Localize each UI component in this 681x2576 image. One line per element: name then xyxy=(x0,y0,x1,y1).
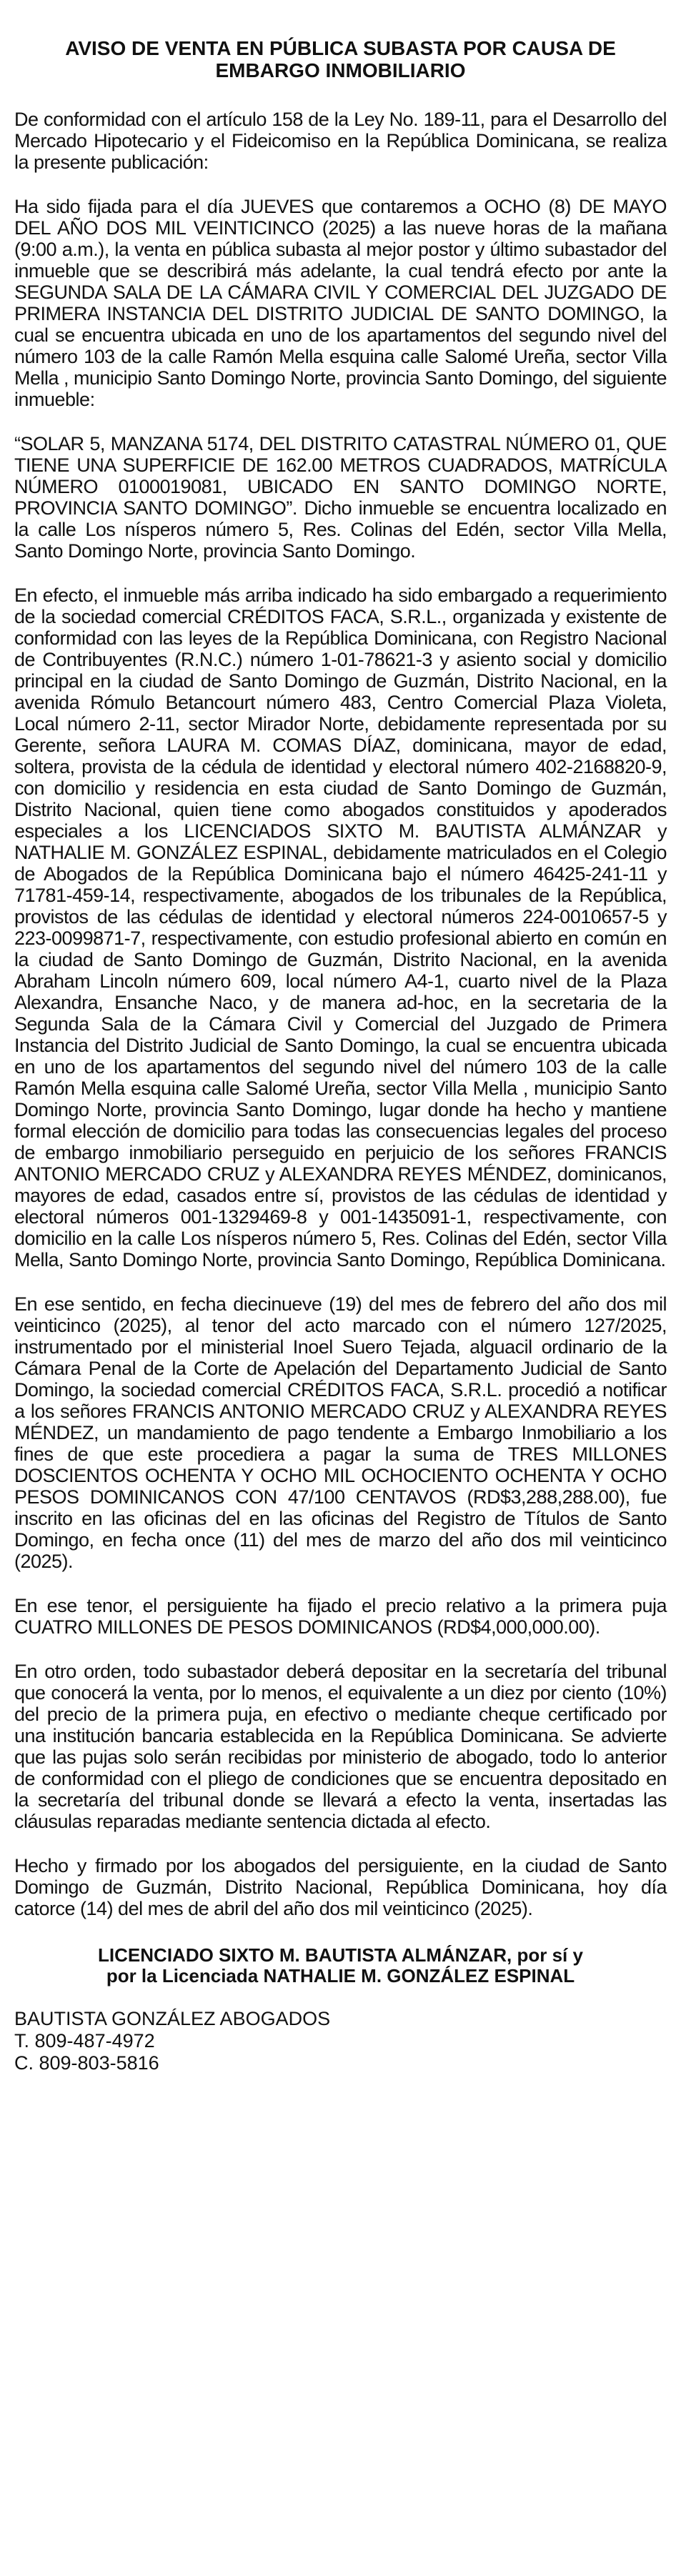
property-description-paragraph: “SOLAR 5, MANZANA 5174, DEL DISTRITO CATASTRAL NÚMERO 01, QUE TIENE UNA SUPERFICIE DE 162.00 METROS CUADRADOS, MATRÍCULA NÚMERO 0100019081, UBICADO EN SANTO DOMINGO NORTE, PROVINCIA SANTO DOMINGO”. Dicho inmueble se encuentra localizado en la calle Los nísperos número 5, Res. Colinas del Edén, sector Villa Mella, Santo Domingo Norte, provincia Santo Domingo. xyxy=(14,433,667,562)
notice-title xyxy=(14,37,667,81)
seizure-details-paragraph: En efecto, el inmueble más arriba indicado ha sido embargado a requerimiento de la sociedad comercial CRÉDITOS FACA, S.R.L., organizada y existente de conformidad con las leyes de la República Dominicana, con Registro Nacional de Contribuyentes (R.N.C.) número 1-01-78621-3 y asiento social y domicilio principal en la ciudad de Santo Domingo de Guzmán, Distrito Nacional, en la avenida Rómulo Betancourt número 483, Centro Comercial Plaza Violeta, Local número 2-11, sector Mirador Norte, debidamente representada por su Gerente, señora LAURA M. COMAS DÍAZ, dominicana, mayor de edad, soltera, provista de la cédula de identidad y electoral número 402-2168820-9, con domicilio y residencia en esta ciudad de Santo Domingo de Guzmán, Distrito Nacional, quien tiene como abogados constituidos y apoderados especiales a los LICENCIADOS SIXTO M. BAUTISTA ALMÁNZAR y NATHALIE M. GONZÁLEZ ESPINAL, debidamente matriculados en el Colegio de Abogados de la República Dominicana bajo el número 46425-241-11 y 71781-459-14, respectivamente, abogados de los tribunales de la República, provistos de las cédulas de identidad y electoral números 224-0010657-5 y 223-0099871-7, respectivamente, con estudio profesional abierto en común en la ciudad de Santo Domingo de Guzmán, Distrito Nacional, en la avenida Abraham Lincoln número 609, local número A4-1, cuarto nivel de la Plaza Alexandra, Ensanche Naco, y de manera ad-hoc, en la secretaria de la Segunda Sala de la Cámara Civil y Comercial del Juzgado de Primera Instancia del Distrito Judicial de Santo Domingo, la cual se encuentra ubicada en uno de los apartamentos del segundo nivel del número 103 de la calle Ramón Mella esquina calle Salomé Ureña, sector Villa Mella , municipio Santo Domingo Norte, provincia Santo Domingo, lugar donde ha hecho y mantiene formal elección de domicilio para todas las consecuencias legales del proceso de embargo inmobiliario perseguido en perjuicio de los señores FRANCIS ANTONIO MERCADO CRUZ y ALEXANDRA REYES MÉNDEZ, dominicanos, mayores de edad, casados entre sí, provistos de las cédulas de identidad y electoral números 001-1329469-8 y 001-1435091-1, respectivamente, con domicilio en la calle Los nísperos número 5, Res. Colinas del Edén, sector Villa Mella, Santo Domingo Norte, provincia Santo Domingo, República Dominicana. xyxy=(14,585,667,1270)
notice-title-line-2: EMBARGO INMOBILIARIO xyxy=(215,59,466,81)
signature-block xyxy=(14,1945,667,1986)
law-firm-name: BAUTISTA GONZÁLEZ ABOGADOS xyxy=(14,2008,331,2029)
first-bid-price-paragraph: En ese tenor, el persiguiente ha fijado el precio relativo a la primera puja CUATRO MILLONES DE PESOS DOMINICANOS (RD$4,000,000.00). xyxy=(14,1595,667,1638)
phone-number: T. 809-487-4972 xyxy=(14,2030,155,2052)
notice-title-line-1: AVISO DE VENTA EN PÚBLICA SUBASTA POR CAUSA DE xyxy=(65,37,616,59)
payment-order-paragraph: En ese sentido, en fecha diecinueve (19) del mes de febrero del año dos mil veinticinco (2025), al tenor del acto marcado con el número 127/2025, instrumentado por el ministerial Inoel Suero Tejada, alguacil ordinario de la Cámara Penal de la Corte de Apelación del Departamento Judicial de Santo Domingo, la sociedad comercial CRÉDITOS FACA, S.R.L. procedió a notificar a los señores FRANCIS ANTONIO MERCADO CRUZ y ALEXANDRA REYES MÉNDEZ, un mandamiento de pago tendente a Embargo Inmobiliario a los fines de que este procediera a pagar la suma de TRES MILLONES DOSCIENTOS OCHENTA Y OCHO MIL OCHOCIENTO OCHENTA Y OCHO PESOS DOMINICANOS CON 47/100 CENTAVOS (RD$3,288,288.00), fue inscrito en las oficinas del en las oficinas del Registro de Títulos de Santo Domingo, en fecha once (11) del mes de marzo del año dos mil veinticinco (2025). xyxy=(14,1293,667,1572)
intro-paragraph: De conformidad con el artículo 158 de la Ley No. 189-11, para el Desarrollo del Mercado Hipotecario y el Fideicomiso en la República Dominicana, se realiza la presente publicación: xyxy=(14,109,667,173)
signature-line-2: por la Licenciada NATHALIE M. GONZÁLEZ ESPINAL xyxy=(106,1965,575,1986)
contact-block xyxy=(14,2008,667,2074)
cell-number: C. 809-803-5816 xyxy=(14,2052,159,2074)
signature-line-1: LICENCIADO SIXTO M. BAUTISTA ALMÁNZAR, por sí y xyxy=(98,1944,583,1966)
auction-date-paragraph: Ha sido fijada para el día JUEVES que contaremos a OCHO (8) DE MAYO DEL AÑO DOS MIL VEINTICINCO (2025) a las nueve horas de la mañana (9:00 a.m.), la venta en pública subasta al mejor postor y último subastador del inmueble que se describirá más adelante, la cual tendrá efecto por ante la SEGUNDA SALA DE LA CÁMARA CIVIL Y COMERCIAL DEL JUZGADO DE PRIMERA INSTANCIA DEL DISTRITO JUDICIAL DE SANTO DOMINGO, la cual se encuentra ubicada en uno de los apartamentos del segundo nivel del número 103 de la calle Ramón Mella esquina calle Salomé Ureña, sector Villa Mella , municipio Santo Domingo Norte, provincia Santo Domingo, del siguiente inmueble: xyxy=(14,196,667,410)
deposit-conditions-paragraph: En otro orden, todo subastador deberá depositar en la secretaría del tribunal que conocerá la venta, por lo menos, el equivalente a un diez por ciento (10%) del precio de la primera puja, en efectivo o mediante cheque certificado por una institución bancaria establecida en la República Dominicana. Se advierte que las pujas solo serán recibidas por ministerio de abogado, todo lo anterior de conformidad con el pliego de condiciones que se encuentra depositado en la secretaría del tribunal donde se llevará a efecto la venta, insertadas las cláusulas reparadas mediante sentencia dictada al efecto. xyxy=(14,1661,667,1832)
signing-statement-paragraph: Hecho y firmado por los abogados del persiguiente, en la ciudad de Santo Domingo de Guzmán, Distrito Nacional, República Dominicana, hoy día catorce (14) del mes de abril del año dos mil veinticinco (2025). xyxy=(14,1855,667,1919)
